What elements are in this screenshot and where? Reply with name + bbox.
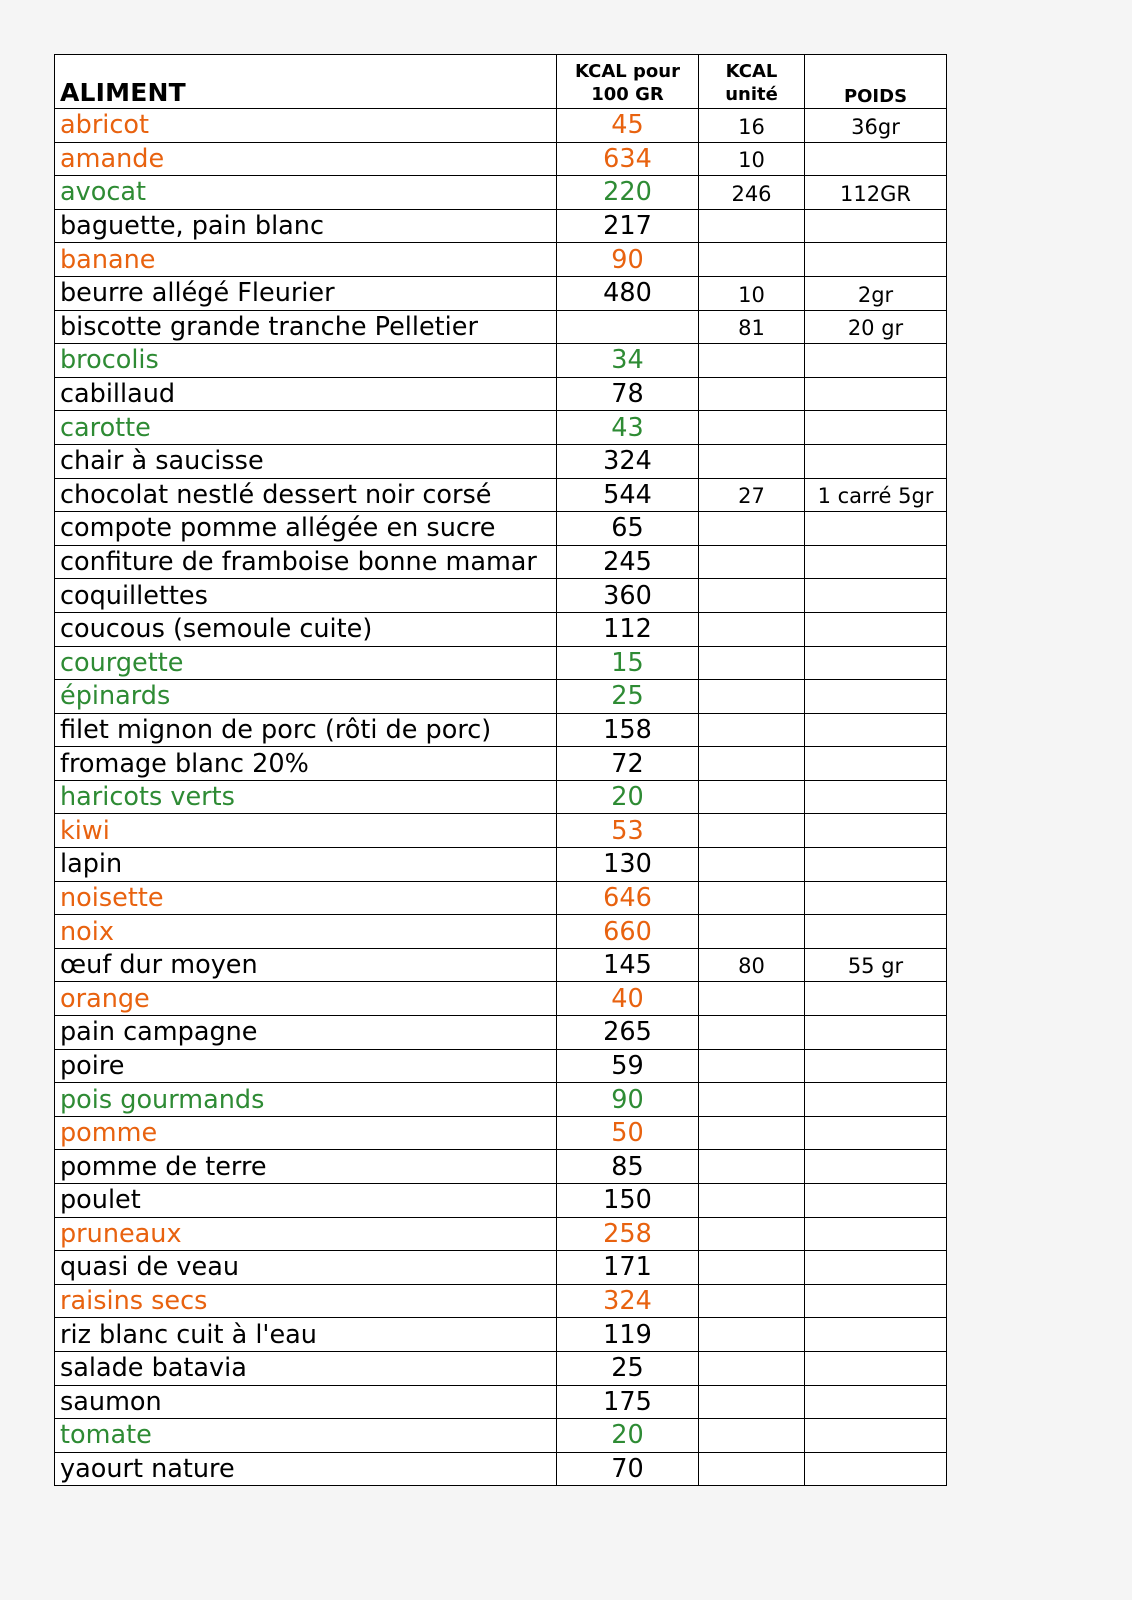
- poids-cell: [805, 579, 947, 613]
- kcal-per-100g-cell: 360: [557, 579, 699, 613]
- header-kcal-unit-line1: KCAL: [725, 61, 778, 82]
- food-name-cell: noisette: [55, 881, 557, 915]
- poids-cell: [805, 1251, 947, 1285]
- kcal-per-100g-cell: 217: [557, 209, 699, 243]
- kcal-per-100g-cell: 20: [557, 780, 699, 814]
- table-row: [55, 1452, 947, 1486]
- kcal-per-100g-cell: 20: [557, 1419, 699, 1453]
- kcal-per-100g-cell: 130: [557, 848, 699, 882]
- food-name-cell: cabillaud: [55, 377, 557, 411]
- poids-cell: [805, 1083, 947, 1117]
- table-row: [55, 142, 947, 176]
- kcal-per-100g-cell: 258: [557, 1217, 699, 1251]
- table-row: [55, 881, 947, 915]
- kcal-per-100g-cell: 78: [557, 377, 699, 411]
- kcal-per-100g-cell: 150: [557, 1184, 699, 1218]
- kcal-per-100g-cell: 634: [557, 142, 699, 176]
- kcal-per-100g-cell: 145: [557, 948, 699, 982]
- kcal-per-100g-cell: 324: [557, 1284, 699, 1318]
- kcal-unit-cell: [699, 747, 805, 781]
- kcal-per-100g-cell: 65: [557, 512, 699, 546]
- table-row: [55, 444, 947, 478]
- kcal-per-100g-cell: 175: [557, 1385, 699, 1419]
- table-row: [55, 982, 947, 1016]
- table-row: [55, 176, 947, 210]
- kcal-per-100g-cell: 72: [557, 747, 699, 781]
- kcal-unit-cell: [699, 344, 805, 378]
- food-name-cell: pomme: [55, 1116, 557, 1150]
- poids-cell: [805, 1318, 947, 1352]
- food-name-cell: carotte: [55, 411, 557, 445]
- food-name-cell: riz blanc cuit à l'eau: [55, 1318, 557, 1352]
- table-row: [55, 1251, 947, 1285]
- kcal-per-100g-cell: 646: [557, 881, 699, 915]
- food-name-cell: pomme de terre: [55, 1150, 557, 1184]
- poids-cell: [805, 612, 947, 646]
- kcal-per-100g-cell: 34: [557, 344, 699, 378]
- kcal-per-100g-cell: 324: [557, 444, 699, 478]
- food-name-cell: haricots verts: [55, 780, 557, 814]
- poids-cell: [805, 444, 947, 478]
- poids-cell: [805, 344, 947, 378]
- table-row: [55, 612, 947, 646]
- table-header: [55, 55, 947, 109]
- food-name-cell: épinards: [55, 680, 557, 714]
- table-row: [55, 478, 947, 512]
- kcal-unit-cell: 10: [699, 276, 805, 310]
- food-name-cell: banane: [55, 243, 557, 277]
- table-row: [55, 747, 947, 781]
- kcal-per-100g-cell: 220: [557, 176, 699, 210]
- kcal-unit-cell: [699, 780, 805, 814]
- kcal-unit-cell: [699, 545, 805, 579]
- kcal-unit-cell: [699, 713, 805, 747]
- food-name-cell: pruneaux: [55, 1217, 557, 1251]
- kcal-unit-cell: [699, 1419, 805, 1453]
- kcal-unit-cell: [699, 848, 805, 882]
- food-name-cell: œuf dur moyen: [55, 948, 557, 982]
- food-name-cell: saumon: [55, 1385, 557, 1419]
- kcal-unit-cell: [699, 579, 805, 613]
- food-name-cell: filet mignon de porc (rôti de porc): [55, 713, 557, 747]
- kcal-unit-cell: [699, 1385, 805, 1419]
- kcal-per-100g-cell: 53: [557, 814, 699, 848]
- food-name-cell: coquillettes: [55, 579, 557, 613]
- kcal-per-100g-cell: 119: [557, 1318, 699, 1352]
- food-name-cell: orange: [55, 982, 557, 1016]
- kcal-unit-cell: [699, 1284, 805, 1318]
- table-row: [55, 646, 947, 680]
- table-row: [55, 1150, 947, 1184]
- poids-cell: [805, 915, 947, 949]
- header-row: [55, 55, 947, 109]
- food-name-cell: kiwi: [55, 814, 557, 848]
- table-row: [55, 579, 947, 613]
- kcal-unit-cell: [699, 680, 805, 714]
- kcal-unit-cell: 16: [699, 109, 805, 143]
- kcal-unit-cell: [699, 915, 805, 949]
- kcal-per-100g-cell: 25: [557, 680, 699, 714]
- kcal-unit-cell: [699, 814, 805, 848]
- poids-cell: [805, 780, 947, 814]
- poids-cell: [805, 1351, 947, 1385]
- food-name-cell: avocat: [55, 176, 557, 210]
- kcal-per-100g-cell: 480: [557, 276, 699, 310]
- kcal-per-100g-cell: 265: [557, 1016, 699, 1050]
- table-row: [55, 713, 947, 747]
- table-row: [55, 814, 947, 848]
- table-row: [55, 1351, 947, 1385]
- kcal-unit-cell: [699, 881, 805, 915]
- poids-cell: [805, 1452, 947, 1486]
- kcal-unit-cell: [699, 243, 805, 277]
- table-row: [55, 1217, 947, 1251]
- table-row: [55, 109, 947, 143]
- kcal-per-100g-cell: [557, 310, 699, 344]
- kcal-per-100g-cell: 85: [557, 1150, 699, 1184]
- kcal-unit-cell: [699, 1049, 805, 1083]
- kcal-unit-cell: [699, 612, 805, 646]
- table-row: [55, 1083, 947, 1117]
- food-name-cell: pain campagne: [55, 1016, 557, 1050]
- kcal-per-100g-cell: 70: [557, 1452, 699, 1486]
- kcal-per-100g-cell: 15: [557, 646, 699, 680]
- header-aliment: ALIMENT: [55, 55, 557, 109]
- poids-cell: 112GR: [805, 176, 947, 210]
- poids-cell: [805, 680, 947, 714]
- kcal-unit-cell: [699, 1150, 805, 1184]
- table-row: [55, 209, 947, 243]
- food-name-cell: confiture de framboise bonne mamar: [55, 545, 557, 579]
- table-body: [55, 109, 947, 1486]
- poids-cell: [805, 646, 947, 680]
- food-name-cell: quasi de veau: [55, 1251, 557, 1285]
- kcal-unit-cell: 246: [699, 176, 805, 210]
- poids-cell: [805, 209, 947, 243]
- poids-cell: [805, 848, 947, 882]
- poids-cell: 1 carré 5gr: [805, 478, 947, 512]
- poids-cell: [805, 142, 947, 176]
- poids-cell: [805, 1385, 947, 1419]
- table-row: [55, 243, 947, 277]
- kcal-unit-cell: 10: [699, 142, 805, 176]
- kcal-unit-cell: 80: [699, 948, 805, 982]
- kcal-per-100g-cell: 45: [557, 109, 699, 143]
- kcal-unit-cell: [699, 982, 805, 1016]
- food-name-cell: amande: [55, 142, 557, 176]
- food-name-cell: raisins secs: [55, 1284, 557, 1318]
- kcal-unit-cell: [699, 1351, 805, 1385]
- header-kcal-unit-line2: unité: [725, 84, 778, 105]
- kcal-per-100g-cell: 171: [557, 1251, 699, 1285]
- kcal-unit-cell: [699, 1452, 805, 1486]
- table-row: [55, 1318, 947, 1352]
- poids-cell: [805, 747, 947, 781]
- kcal-unit-cell: 27: [699, 478, 805, 512]
- food-name-cell: courgette: [55, 646, 557, 680]
- table-row: [55, 411, 947, 445]
- poids-cell: [805, 713, 947, 747]
- food-name-cell: brocolis: [55, 344, 557, 378]
- table-row: [55, 915, 947, 949]
- poids-cell: [805, 814, 947, 848]
- header-kcal-per-100g-line1: KCAL pour: [575, 61, 680, 82]
- food-name-cell: chair à saucisse: [55, 444, 557, 478]
- table-row: [55, 1116, 947, 1150]
- poids-cell: [805, 1116, 947, 1150]
- table-row: [55, 1049, 947, 1083]
- food-name-cell: yaourt nature: [55, 1452, 557, 1486]
- poids-cell: [805, 1284, 947, 1318]
- kcal-per-100g-cell: 112: [557, 612, 699, 646]
- header-poids: POIDS: [805, 55, 947, 109]
- poids-cell: [805, 1016, 947, 1050]
- poids-cell: [805, 1184, 947, 1218]
- poids-cell: [805, 881, 947, 915]
- poids-cell: [805, 1217, 947, 1251]
- kcal-unit-cell: [699, 512, 805, 546]
- food-name-cell: tomate: [55, 1419, 557, 1453]
- table-row: [55, 1016, 947, 1050]
- kcal-unit-cell: [699, 1251, 805, 1285]
- header-kcal-per-100g: [557, 55, 699, 109]
- table-row: [55, 545, 947, 579]
- kcal-unit-cell: 81: [699, 310, 805, 344]
- calorie-table: [54, 54, 947, 1486]
- kcal-per-100g-cell: 158: [557, 713, 699, 747]
- table-row: [55, 780, 947, 814]
- kcal-unit-cell: [699, 646, 805, 680]
- kcal-per-100g-cell: 59: [557, 1049, 699, 1083]
- table-row: [55, 948, 947, 982]
- poids-cell: 20 gr: [805, 310, 947, 344]
- kcal-unit-cell: [699, 1217, 805, 1251]
- table-row: [55, 680, 947, 714]
- kcal-unit-cell: [699, 1116, 805, 1150]
- food-name-cell: coucous (semoule cuite): [55, 612, 557, 646]
- kcal-per-100g-cell: 544: [557, 478, 699, 512]
- kcal-unit-cell: [699, 1184, 805, 1218]
- food-name-cell: biscotte grande tranche Pelletier: [55, 310, 557, 344]
- food-name-cell: noix: [55, 915, 557, 949]
- poids-cell: 36gr: [805, 109, 947, 143]
- kcal-per-100g-cell: 245: [557, 545, 699, 579]
- table-row: [55, 344, 947, 378]
- kcal-unit-cell: [699, 1083, 805, 1117]
- food-name-cell: lapin: [55, 848, 557, 882]
- poids-cell: [805, 512, 947, 546]
- kcal-per-100g-cell: 50: [557, 1116, 699, 1150]
- table-row: [55, 1385, 947, 1419]
- kcal-per-100g-cell: 25: [557, 1351, 699, 1385]
- food-name-cell: chocolat nestlé dessert noir corsé: [55, 478, 557, 512]
- kcal-unit-cell: [699, 1318, 805, 1352]
- poids-cell: 55 gr: [805, 948, 947, 982]
- table-row: [55, 1184, 947, 1218]
- header-kcal-per-100g-line2: 100 GR: [591, 84, 664, 105]
- food-name-cell: abricot: [55, 109, 557, 143]
- poids-cell: [805, 982, 947, 1016]
- poids-cell: [805, 411, 947, 445]
- table-row: [55, 377, 947, 411]
- food-name-cell: poulet: [55, 1184, 557, 1218]
- poids-cell: [805, 377, 947, 411]
- kcal-per-100g-cell: 90: [557, 243, 699, 277]
- food-name-cell: salade batavia: [55, 1351, 557, 1385]
- food-name-cell: beurre allégé Fleurier: [55, 276, 557, 310]
- kcal-unit-cell: [699, 377, 805, 411]
- table-row: [55, 512, 947, 546]
- food-name-cell: poire: [55, 1049, 557, 1083]
- kcal-unit-cell: [699, 444, 805, 478]
- poids-cell: [805, 1150, 947, 1184]
- poids-cell: [805, 545, 947, 579]
- kcal-unit-cell: [699, 209, 805, 243]
- poids-cell: [805, 243, 947, 277]
- calorie-table-sheet: [54, 54, 946, 1486]
- kcal-unit-cell: [699, 1016, 805, 1050]
- table-row: [55, 276, 947, 310]
- kcal-unit-cell: [699, 411, 805, 445]
- food-name-cell: baguette, pain blanc: [55, 209, 557, 243]
- food-name-cell: pois gourmands: [55, 1083, 557, 1117]
- food-name-cell: fromage blanc 20%: [55, 747, 557, 781]
- table-row: [55, 1284, 947, 1318]
- poids-cell: [805, 1419, 947, 1453]
- kcal-per-100g-cell: 43: [557, 411, 699, 445]
- table-row: [55, 848, 947, 882]
- kcal-per-100g-cell: 40: [557, 982, 699, 1016]
- poids-cell: 2gr: [805, 276, 947, 310]
- poids-cell: [805, 1049, 947, 1083]
- food-name-cell: compote pomme allégée en sucre: [55, 512, 557, 546]
- table-row: [55, 310, 947, 344]
- kcal-per-100g-cell: 660: [557, 915, 699, 949]
- header-kcal-unit: [699, 55, 805, 109]
- kcal-per-100g-cell: 90: [557, 1083, 699, 1117]
- table-row: [55, 1419, 947, 1453]
